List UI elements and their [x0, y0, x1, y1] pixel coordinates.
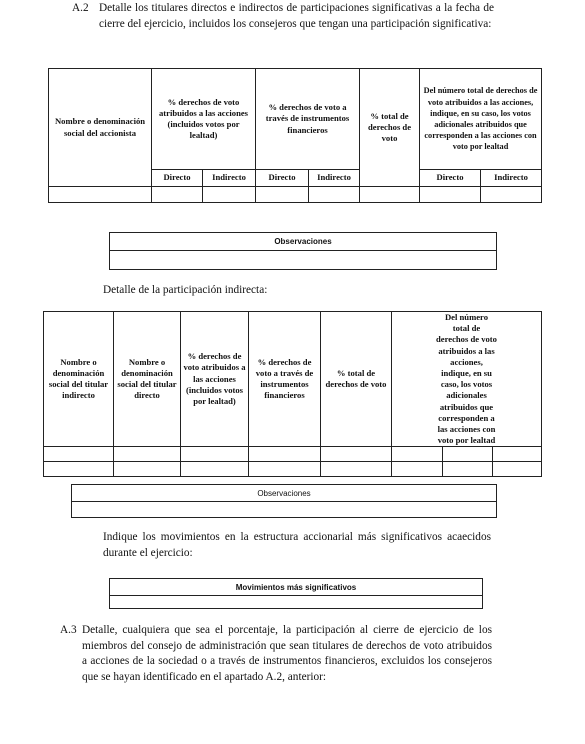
section-a2	[72, 1, 494, 32]
table-cell[interactable]	[420, 187, 481, 203]
indirect-detail-title: Detalle de la participación indirecta:	[103, 284, 268, 296]
movements-text: Indique los movimientos en la estructura accionarial más significativos acaecidos durante el ejercicio:	[103, 531, 491, 559]
table-direct-holders	[48, 68, 542, 203]
header-holder-name: Nombre o denominación social del accionista	[49, 69, 152, 187]
table-cell[interactable]	[49, 187, 152, 203]
table-cell[interactable]	[481, 187, 542, 203]
subheader-direct: Directo	[256, 170, 309, 187]
table-cell[interactable]	[249, 462, 321, 477]
header-indirect-holder: Nombre o denominación social del titular indirecto	[44, 312, 114, 447]
observations-box	[109, 232, 497, 270]
header-total-voting-rights: % total de derechos de voto	[360, 69, 420, 187]
subheader-direct: Directo	[152, 170, 203, 187]
section-a3-number: A.3	[60, 624, 77, 636]
section-a2-number: A.2	[72, 2, 89, 14]
table-cell[interactable]	[321, 462, 392, 477]
header-loyalty-votes: Del número total de derechos de voto atribuidos a las acciones, indique, en su caso, los votos adicionales atribuidos que corresponden a las acciones con voto por lealtad	[420, 69, 542, 170]
table-cell[interactable]	[360, 187, 420, 203]
subheader-indirect: Indirecto	[309, 170, 360, 187]
table-cell[interactable]	[203, 187, 256, 203]
movements-box	[109, 578, 483, 609]
table-cell[interactable]	[392, 462, 542, 477]
header-voting-rights-instruments: % derechos de voto a través de instrumentos financieros	[256, 69, 360, 170]
header-voting-rights-instruments: % derechos de voto a través de instrumentos financieros	[249, 312, 321, 447]
table-row	[44, 462, 542, 477]
section-a3-text: Detalle, cualquiera que sea el porcentaje, la participación al cierre de ejercicio de los miembros del consejo de administración que sean titulares de derechos de voto atribuidos a acciones de la sociedad o a través de instrumentos financieros, excluidos los consejeros que se hayan identificado en el apartado A.2, anterior:	[82, 624, 492, 683]
header-direct-holder: Nombre o denominación social del titular directo	[114, 312, 181, 447]
header-voting-rights-shares: % derechos de voto atribuidos a las acciones (incluidos votos por lealtad)	[152, 69, 256, 170]
movements-field[interactable]	[110, 596, 482, 610]
observations-field[interactable]	[110, 251, 496, 271]
observations-label: Observaciones	[110, 233, 496, 251]
header-loyalty-votes: Del número total de derechos de voto atribuidos a las acciones, indique, en su caso, los votos adicionales atribuidos que corresponden a las acciones con voto por lealtad	[392, 312, 542, 447]
table-cell[interactable]	[309, 187, 360, 203]
subheader-indirect: Indirecto	[203, 170, 256, 187]
header-total-voting-rights: % total de derechos de voto	[321, 312, 392, 447]
subheader-indirect: Indirecto	[481, 170, 542, 187]
section-a3	[60, 623, 492, 685]
subheader-direct: Directo	[420, 170, 481, 187]
table-cell[interactable]	[256, 187, 309, 203]
table-cell[interactable]	[152, 187, 203, 203]
section-a2-text: Detalle los titulares directos e indirectos de participaciones significativas a la fecha de cierre del ejercicio, incluidos los consejeros que tengan una participación significativa:	[99, 2, 494, 30]
table-indirect-holders	[43, 311, 542, 477]
table-cell[interactable]	[181, 447, 249, 462]
table-cell[interactable]	[114, 447, 181, 462]
table-cell[interactable]	[321, 447, 392, 462]
table-cell[interactable]	[249, 447, 321, 462]
table-cell[interactable]	[114, 462, 181, 477]
table-cell[interactable]	[44, 447, 114, 462]
observations-field[interactable]	[72, 502, 496, 519]
table-cell[interactable]	[44, 462, 114, 477]
table-cell[interactable]	[392, 447, 542, 462]
table-row	[49, 187, 542, 203]
table-row	[44, 447, 542, 462]
movements-label: Movimientos más significativos	[110, 579, 482, 596]
header-voting-rights-shares: % derechos de voto atribuidos a las acciones (incluidos votos por lealtad)	[181, 312, 249, 447]
table-cell[interactable]	[181, 462, 249, 477]
observations-box	[71, 484, 497, 518]
observations-label: Observaciones	[72, 485, 496, 502]
